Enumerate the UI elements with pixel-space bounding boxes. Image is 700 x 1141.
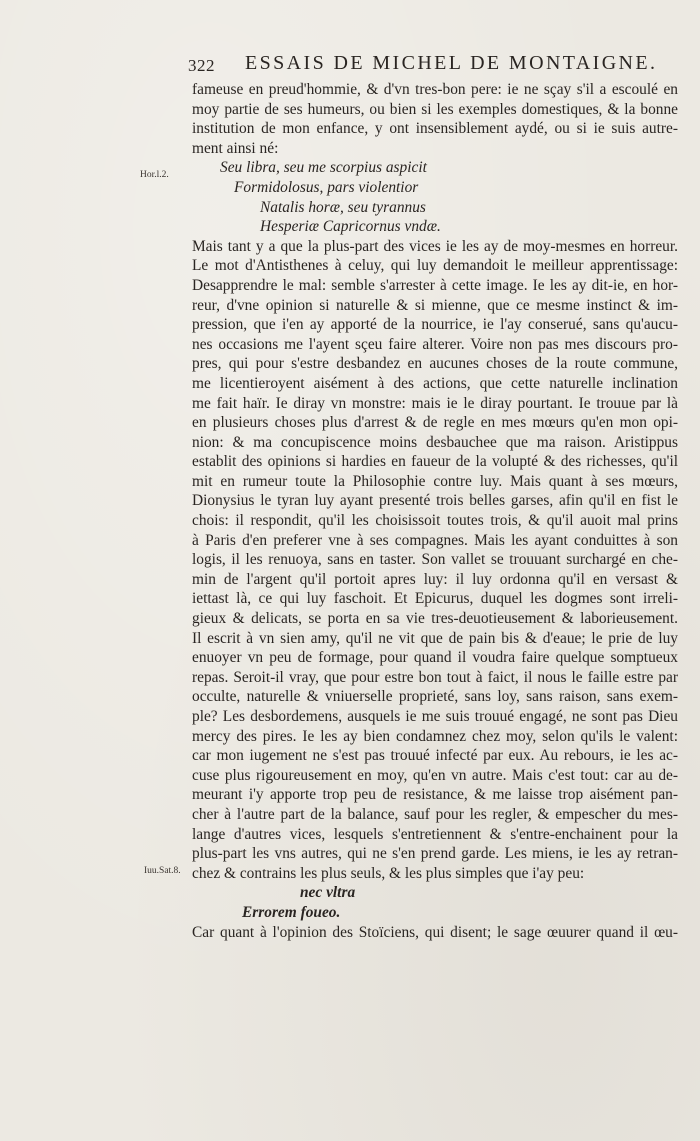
text-line: meurant i'y apporte trop peu de resistance, & me laisse trop aisément pan-: [192, 786, 678, 804]
text-line: pres, qui pour s'estre desbandez en aucunes choses de la route commune,: [192, 355, 678, 373]
verse-line: Natalis horæ, seu tyrannus: [260, 198, 426, 216]
text-line: me licentieroyent aisément à des actions, que cette naturelle inclination: [192, 374, 678, 392]
margin-note-juvenal: Iuu.Sat.8.: [144, 866, 181, 876]
text-line: me fait haïr. Ie diray vn monstre: mais ie le diray pourtant. Ie trouue par là: [192, 394, 678, 412]
margin-note-horace: Hor.l.2.: [140, 170, 169, 180]
text-line: car mon iugement ne s'est pas trouué infecté par eux. Au rebours, ie les ac-: [192, 747, 678, 765]
text-line: mit en rumeur toute la Philosophie contre luy. Mais quant à ses mœurs,: [192, 472, 678, 490]
text-line: cher à l'autre part de la balance, sauf pour les regler, & empescher du mes-: [192, 805, 678, 823]
text-line: institution de mon enfance, y ont insensiblement aydé, ou si ie suis autre-: [192, 120, 678, 138]
text-line: fameuse en preud'hommie, & d'vn tres-bon pere: ie ne sçay s'il a escoulé en: [192, 81, 678, 98]
text-line: ple? Les desbordemens, ausquels ie me suis trouué engagé, ne sont pas Dieu: [192, 708, 678, 725]
verse-line: Formidolosus, pars violentior: [234, 178, 419, 196]
page-number: 322: [188, 56, 215, 75]
running-title: ESSAIS DE MICHEL DE MONTAIGNE.: [245, 52, 658, 74]
page-header: [188, 52, 668, 80]
text-line: Mais tant y a que la plus-part des vices ie les ay de moy-mesmes en horreur.: [192, 237, 678, 255]
text-line: Il escrit à vn sien amy, qu'il ne vit que de pain bis & d'eaue; le prie de luy: [192, 629, 678, 647]
body-text: [192, 80, 678, 942]
verse-line: Hesperiæ Capricornus vndæ.: [260, 218, 441, 236]
text-line: nes occasions me l'ayent sçeu faire alterer. Voire non pas mes discours pro-: [192, 335, 678, 353]
text-line: repas. Seroit-il vray, que pour estre bon tout à faict, il nous le faille estre par: [192, 668, 678, 686]
text-line: occulte, naturelle & vniuerselle proprieté, sans loy, sans raison, sans exem-: [192, 688, 678, 706]
verse-line: Errorem foueo.: [242, 903, 341, 921]
text-line: Dionysius le tyran luy ayant presenté trois belles garses, afin qu'il en fist le: [192, 492, 678, 510]
text-line: Desapprendre le mal: semble s'arrester à cette image. Ie les ay dit-ie, en hor-: [192, 276, 678, 294]
text-line: iettast là, ce qui luy faschoit. Et Epicurus, duquel les dogmes sont irreli-: [192, 590, 678, 608]
text-line: à Paris d'en preferer vne à ses compagnes. Mais les ayant conduittes à son: [192, 531, 678, 549]
verse-line: Seu libra, seu me scorpius aspicit: [220, 159, 427, 177]
text-line: nion: & ma concupiscence moins desbauchee que ma raison. Aristippus: [192, 433, 678, 451]
text-line: pression, que i'en ay apporté de la nourrice, ie l'ay conserué, sans qu'aucu-: [192, 316, 678, 334]
text-line: Le mot d'Antisthenes à celuy, qui luy demandoit le meilleur apprentissage:: [192, 257, 678, 275]
text-line: plus-part les vns autres, qui ne s'en prend garde. Les miens, ie les ay retran-: [192, 845, 678, 863]
text-line: moy partie de ses humeurs, ou bien si les exemples domestiques, & la bonne: [192, 100, 678, 118]
text-line: chez & contrains les plus seuls, & les plus simples que i'ay peu:: [192, 864, 585, 882]
text-line: ment ainsi né:: [192, 139, 279, 157]
verse-line: nec vltra: [300, 884, 356, 902]
text-line: enuoyer vn peu de formage, pour quand il voudra faire quelque somptueux: [192, 649, 678, 667]
main-paragraph: [192, 237, 678, 884]
text-line: chois: il respondit, qu'il les choisissoit toutes trois, & qu'il auoit mal prins: [192, 512, 678, 530]
text-line: lange d'autres vices, lesquels s'entretiennent & s'entre-enchainent pour la: [192, 825, 678, 843]
text-line: Car quant à l'opinion des Stoïciens, qui disent; le sage œuurer quand il œu-: [192, 923, 678, 941]
text-line: min de l'argent qu'il portoit apres luy: il luy ordonna qu'il en versast &: [192, 570, 678, 588]
text-line: en plusieurs choses plus d'arrest & de regle en mes mœurs qu'en mon opi-: [192, 414, 678, 432]
text-line: cuse plus rigoureusement en moy, qu'en vn autre. Mais c'est tout: car au de-: [192, 766, 678, 784]
text-line: reur, d'vne opinion si naturelle & si mienne, que ce mesme instinct & im-: [192, 296, 678, 314]
text-line: establit des opinions si hardies en faueur de la volupté & des richesses, qu'il: [192, 453, 678, 471]
text-line: gieux & delicats, se porta en sa vie tres-deuotieusement & laborieusement.: [192, 610, 678, 628]
text-line: logis, il les renuoya, sans en taster. Son vallet se trouuant surchargé en che-: [192, 551, 678, 569]
text-line: mercy des pires. Ie les ay bien condamnez chez moy, selon qu'ils le valent:: [192, 727, 678, 745]
